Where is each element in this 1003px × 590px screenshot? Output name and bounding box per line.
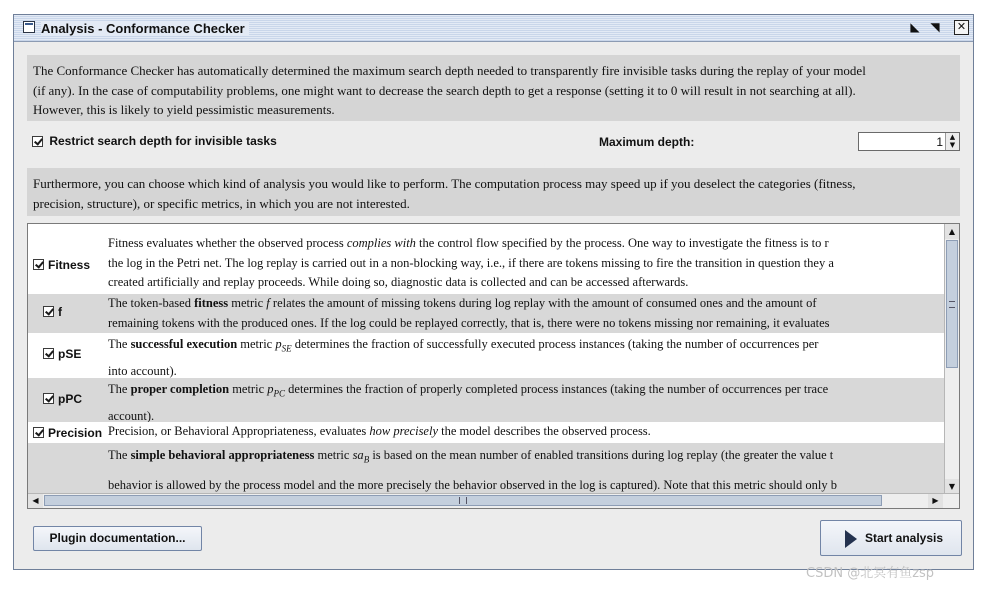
text-fragment: Precision, or Behavioral Appropriateness, evaluates [108, 424, 370, 438]
horizontal-scrollbar[interactable] [28, 493, 959, 508]
checkbox-icon [33, 259, 44, 270]
text-fragment: metric [228, 296, 267, 310]
text-subscript: PC [273, 388, 286, 399]
checkbox-icon [43, 393, 54, 404]
text-subscript: B [363, 454, 370, 465]
restrict-search-depth-checkbox[interactable] [32, 134, 277, 148]
text-fragment: The [108, 337, 131, 351]
restrict-search-depth-label: Restrict search depth for invisible tasks [49, 134, 277, 148]
text-fragment: is based on the mean number of enabled transitions during log replay (the greater the value t [369, 448, 834, 462]
scroll-up-icon[interactable]: ▲ [945, 224, 959, 239]
text-variable: p [275, 337, 282, 351]
metric-row-precision [28, 422, 944, 443]
precision-label: Precision [48, 426, 103, 440]
metric-row-fitness [28, 234, 944, 294]
start-analysis-label: Start analysis [865, 531, 944, 545]
text-variable: sa [352, 448, 364, 462]
text-fragment: metric [229, 382, 268, 396]
start-analysis-button[interactable] [820, 520, 962, 556]
text-fragment: metric [314, 448, 353, 462]
f-label: f [58, 305, 62, 319]
play-icon [845, 530, 857, 548]
title-bar[interactable] [14, 15, 973, 42]
sab-description [108, 443, 948, 498]
text-fragment: relates the amount of missing tokens during log replay with the amount of consumed ones and the amount of [269, 296, 817, 310]
f-description [108, 294, 948, 333]
text-bold: successful execution [130, 337, 238, 351]
grip-icon [459, 497, 467, 504]
checkbox-icon [32, 136, 43, 147]
ppc-checkbox[interactable] [43, 392, 82, 406]
max-depth-value[interactable]: 1 [936, 135, 943, 149]
search-depth-row [30, 131, 965, 153]
text-fragment: The [108, 448, 131, 462]
metric-row-ppc [28, 378, 944, 422]
text-line: account). [108, 408, 155, 423]
text-emphasis: complies with [346, 236, 416, 250]
text-line: behavior is allowed by the process model and the more precisely the behavior observed in the log is captured). Note that this metric should only b [108, 477, 837, 492]
intro-line: However, this is likely to yield pessimistic measurements. [33, 102, 335, 117]
text-variable: f [266, 296, 270, 310]
max-depth-label: Maximum depth: [599, 135, 695, 149]
spinner-arrows[interactable] [945, 133, 959, 150]
close-icon[interactable]: ✕ [954, 20, 969, 35]
text-fragment: determines the fraction of properly completed process instances (taking the number of occurrences per trace [285, 382, 829, 396]
checkbox-icon [43, 306, 54, 317]
text-bold: simple behavioral appropriateness [130, 448, 315, 462]
metric-row-f [28, 294, 944, 333]
f-checkbox[interactable] [43, 305, 62, 319]
pse-checkbox[interactable] [43, 347, 81, 361]
text-bold: proper completion [130, 382, 230, 396]
checkbox-icon [33, 427, 44, 438]
text-fragment: Fitness evaluates whether the observed process [108, 236, 347, 250]
text-line: created artificially and replay proceeds. While doing so, diagnostic data is collected and can be accessed afterwards. [108, 275, 689, 289]
pse-label: pSE [58, 347, 82, 361]
horizontal-scroll-thumb[interactable] [44, 495, 882, 506]
intro-description [27, 55, 960, 121]
window-app-icon [23, 21, 35, 33]
text-fragment: the model describes the observed process. [438, 424, 651, 438]
scroll-down-icon[interactable]: ▼ [945, 479, 959, 494]
ppc-label: pPC [58, 392, 82, 406]
text-line: into account). [108, 363, 177, 378]
window-title: Analysis - Conformance Checker [41, 21, 249, 36]
watermark: CSDN @北冥有鱼zsp [806, 566, 935, 581]
spinner-down-icon[interactable]: ▼ [949, 141, 956, 149]
text-emphasis: how precisely [369, 424, 439, 438]
text-fragment: The [108, 382, 131, 396]
scroll-right-icon[interactable]: ▶ [928, 494, 943, 508]
scroll-left-icon[interactable]: ◀ [28, 494, 43, 508]
intro-line: (if any). In the case of computability problems, one might want to decrease the search depth to get a response (setting it to 0 will result in not searching at all). [33, 82, 856, 98]
max-depth-spinner[interactable] [858, 132, 960, 151]
text-line: remaining tokens with the produced ones. If the log could be replayed correctly, that is, there were no tokens missing nor remaining, it evaluates [108, 315, 830, 330]
vertical-scrollbar[interactable] [944, 224, 959, 494]
plugin-documentation-button[interactable]: Plugin documentation... [33, 526, 202, 551]
text-fragment: determines the fraction of successfully executed process instances (taking the number of occurrences per [291, 337, 819, 351]
analysis-line: precision, structure), or specific metrics, in which you are not interested. [33, 195, 410, 211]
text-line: the log in the Petri net. The log replay is carried out in a non-blocking way, i.e., if there are tokens missing to fire the transition in question they a [108, 255, 834, 270]
text-subscript: SE [281, 343, 292, 354]
text-variable: p [267, 382, 274, 396]
metrics-scroll-pane[interactable] [27, 223, 960, 509]
text-bold: fitness [194, 296, 229, 310]
fitness-description [108, 234, 948, 293]
analysis-description [27, 168, 960, 216]
spinner-up-icon[interactable]: ▲ [949, 133, 956, 141]
precision-checkbox[interactable] [33, 426, 102, 440]
text-fragment: The token-based [108, 296, 195, 310]
text-fragment: metric [237, 337, 276, 351]
grip-icon [949, 301, 955, 308]
intro-line: The Conformance Checker has automatically determined the maximum search depth needed to transparently fire invisible tasks during the replay of your model [33, 63, 866, 78]
metric-row-sab [28, 443, 944, 495]
maximize-icon[interactable]: ◥ [930, 20, 940, 34]
ppc-description [108, 378, 948, 427]
vertical-scroll-thumb[interactable] [946, 240, 958, 368]
analysis-line: Furthermore, you can choose which kind of analysis you would like to perform. The computation process may speed up if you deselect the categories (fitness, [33, 176, 856, 191]
text-fragment: the control flow specified by the process. One way to investigate the fitness is to r [415, 236, 829, 250]
fitness-label: Fitness [48, 258, 91, 272]
checkbox-icon [43, 348, 54, 359]
minimize-icon[interactable]: ◣ [910, 20, 920, 34]
fitness-checkbox[interactable] [33, 258, 90, 272]
pse-description [108, 333, 948, 382]
precision-description [108, 422, 948, 442]
metric-row-pse [28, 333, 944, 378]
